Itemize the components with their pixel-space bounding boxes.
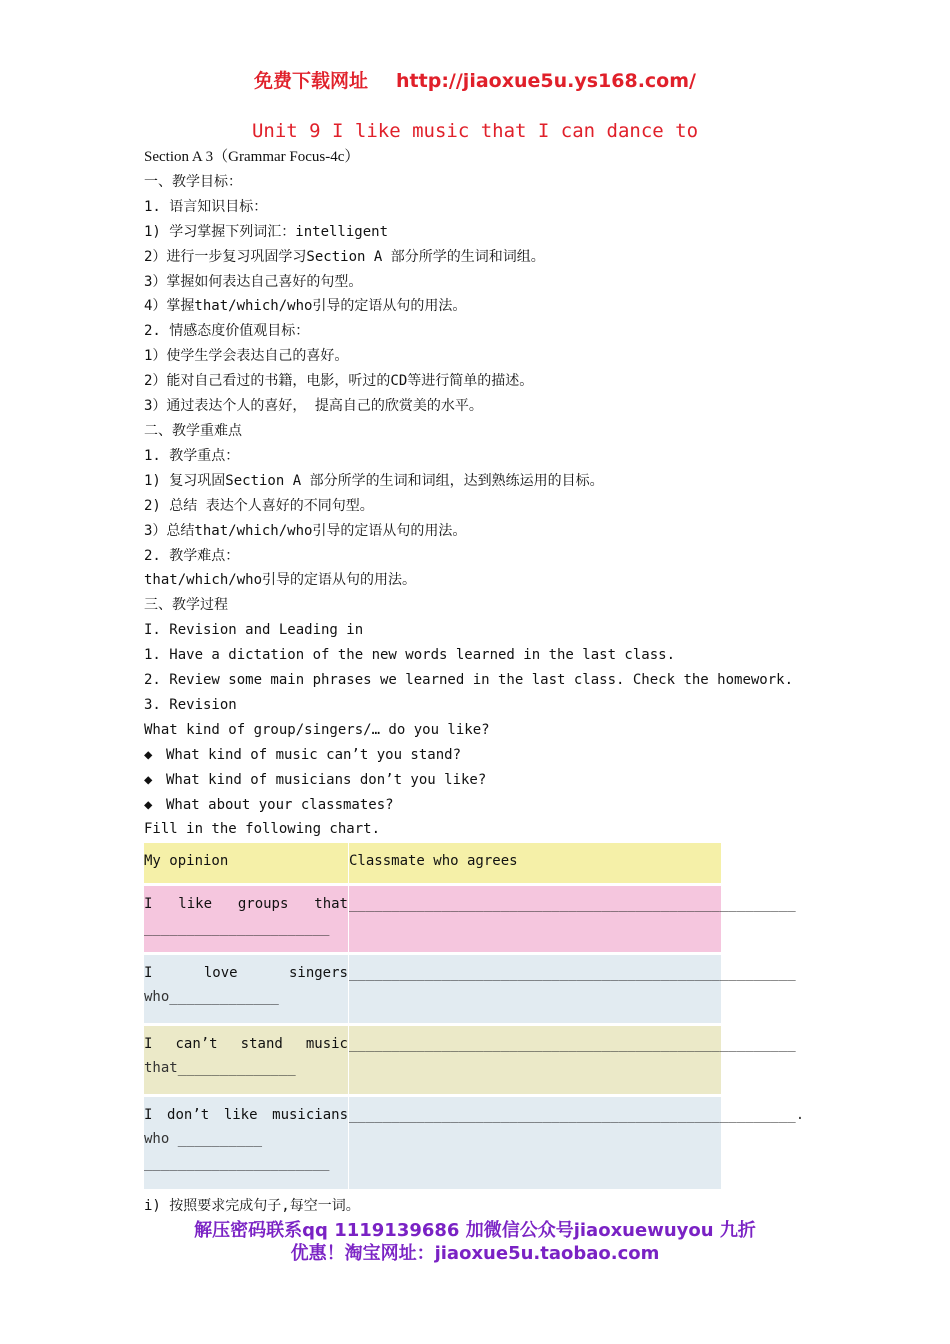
word: I [144,1107,153,1124]
word: like [178,896,212,913]
agree-cell [349,955,796,1023]
bullet-text: What kind of musicians don’t you like? [166,771,487,788]
opinion-cell [144,1097,349,1189]
text-line: 1) 复习巩固Section A 部分所学的生词和词组，达到熟练运用的目标。 [144,472,604,489]
answer-blank[interactable]: _____________________________________________________ [349,896,796,913]
download-header [0,66,950,93]
answer-blank[interactable]: who_____________ [144,989,279,1006]
agree-cell [349,886,796,952]
page-title: Unit 9 I like music that I can dance to [251,120,699,142]
word: that [314,896,348,913]
column-header: Classmate who agrees [349,843,722,883]
text-line: 1) 学习掌握下列词汇：intelligent [144,223,389,240]
text-line: Fill in the following chart. [144,821,381,838]
diamond-bullet-icon: ◆ [144,771,153,788]
diamond-bullet-icon: ◆ [144,796,153,813]
word: I [144,965,153,982]
opinion-cell [144,1026,349,1094]
section-heading: Section A 3（Grammar Focus-4c） [144,149,360,165]
text-line: What kind of group/singers/… do you like? [144,721,490,738]
text-line: I. Revision and Leading in [144,622,364,639]
word: love [203,965,238,982]
answer-blank[interactable]: _____________________________________________________ [349,1036,796,1053]
opinion-cell [144,886,349,952]
table-row [144,1097,722,1189]
download-label: 免费下载网址 [254,70,369,92]
answer-blank[interactable]: that______________ [144,1060,296,1077]
text-line: 3）通过表达个人的喜好， 提高自己的欣赏美的水平。 [144,398,483,415]
word: I [144,896,153,913]
text-line: 1. Have a dictation of the new words learned in the last class. [144,647,676,664]
text-line: 2）进行一步复习巩固学习Section A 部分所学的生词和词组。 [144,248,545,265]
word: music [305,1036,348,1053]
text-line: 2）能对自己看过的书籍，电影，听过的CD等进行简单的描述。 [144,373,534,390]
table-row [144,955,722,1023]
text-line: 2) 总结 表达个人喜好的不同句型。 [144,497,374,514]
table-row [144,886,722,952]
opinion-chart [144,840,805,1192]
word: groups [237,896,289,913]
agree-cell [349,1026,796,1094]
text-line: 二、教学重难点 [144,422,242,439]
answer-blank[interactable]: ______________________ [144,920,330,937]
text-line: 1. 语言知识目标： [144,198,268,215]
text-line: 3）总结that/which/who引导的定语从句的用法。 [144,522,467,539]
bullet-text: What kind of music can’t you stand? [166,746,462,763]
bullet-item [144,743,824,768]
text-line: 2. Review some main phrases we learned in the last class. Check the homework. [144,672,794,689]
text-line: 1. 教学重点： [144,447,240,464]
diamond-bullet-icon: ◆ [144,746,153,763]
opinion-cell [144,955,349,1023]
bullet-item [144,768,824,793]
word: musicians [272,1107,348,1124]
text-line: 一、教学目标： [144,173,242,190]
footer-line: 解压密码联系qq 1119139686 加微信公众号jiaoxuewuyou 九折 [194,1220,756,1241]
text-line: 1）使学生学会表达自己的喜好。 [144,348,349,365]
download-url-link[interactable]: http://jiaoxue5u.ys168.com/ [396,70,696,92]
text-line: 3. Revision [144,696,237,713]
text-line: 3）掌握如何表达自己喜好的句型。 [144,273,363,290]
document-body [144,145,824,1219]
answer-blank[interactable]: _____________________________________________________ [349,965,796,982]
word: singers [288,965,348,982]
exercise-instruction: i) 按照要求完成句子,每空一词。 [144,1198,360,1215]
word: like [223,1107,258,1124]
answer-blank[interactable]: who __________ [144,1131,263,1148]
text-line: that/which/who引导的定语从句的用法。 [144,572,417,589]
agree-cell [349,1097,805,1189]
text-line: 2. 情感态度价值观目标： [144,323,310,340]
table-row [144,1026,722,1094]
word: I [144,1036,153,1053]
answer-blank[interactable]: ______________________ [144,1155,330,1172]
column-header: My opinion [144,843,349,883]
table-header-row [144,843,722,883]
text-line: 4）掌握that/which/who引导的定语从句的用法。 [144,298,467,315]
contact-footer [0,1219,950,1265]
word: don’t [167,1107,210,1124]
footer-line: 优惠！淘宝网址：jiaoxue5u.taobao.com [290,1243,660,1264]
text-line: 2. 教学难点： [144,547,240,564]
answer-blank[interactable]: _____________________________________________________. [349,1107,805,1124]
text-line: 三、教学过程 [144,597,228,614]
word: can’t [175,1036,218,1053]
bullet-item [144,793,824,818]
bullet-text: What about your classmates? [166,796,394,813]
word: stand [240,1036,283,1053]
